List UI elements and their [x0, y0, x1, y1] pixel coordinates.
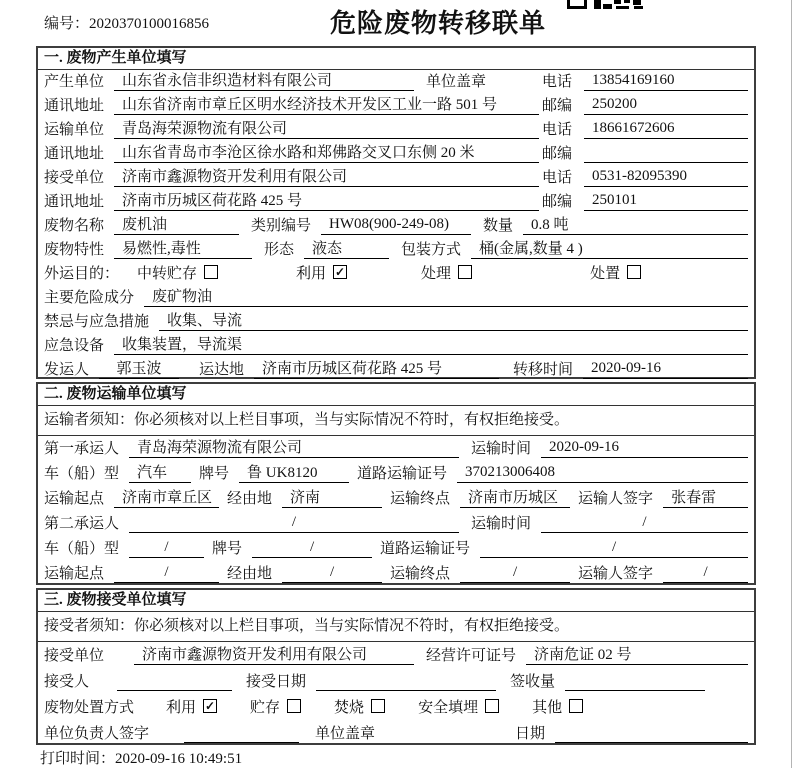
transport-purpose-label: 外运目的： — [44, 266, 120, 282]
unit-seal-label: 单位盖章 — [426, 74, 487, 90]
transporter-address-row — [38, 142, 754, 166]
receiving-unit-row — [38, 642, 754, 668]
print-time-label: 打印时间： — [40, 751, 116, 767]
section-transporter — [36, 382, 756, 585]
vehicle1-row — [38, 461, 754, 486]
producer-value: 山东省永信非织造材料有限公司 — [114, 69, 414, 91]
route2-row — [38, 561, 754, 586]
purpose-option-label: 中转贮存 — [137, 266, 198, 282]
address-label: 通讯地址 — [44, 194, 105, 210]
transporter-address-value: 山东省青岛市李沧区徐水路和郑佛路交叉口东侧 20 米 — [114, 141, 539, 163]
transport-purpose-row — [38, 262, 754, 286]
checkbox-icon — [569, 699, 583, 713]
transporter-label: 运输单位 — [44, 122, 105, 138]
purpose-option-dispose — [590, 262, 641, 283]
accept-date-label: 接受日期 — [246, 674, 307, 690]
producer-label: 产生单位 — [44, 74, 105, 90]
road-permit-label: 道路运输证号 — [380, 541, 471, 557]
responsible-signature-label: 单位负责人签字 — [44, 726, 150, 742]
carrier-signature-label: 运输人签字 — [578, 566, 654, 582]
plate-value: 鲁 UK8120 — [239, 461, 349, 483]
receiver-phone-value: 0531-82095390 — [584, 168, 748, 187]
disposal-option-other — [532, 696, 583, 717]
disposal-option-label: 贮存 — [250, 700, 281, 716]
vehicle-type-value: / — [129, 539, 204, 558]
first-carrier-label: 第一承运人 — [44, 441, 120, 457]
second-carrier-label: 第二承运人 — [44, 516, 120, 532]
carrier-signature-value: 张春雷 — [663, 486, 748, 508]
checkbox-icon — [371, 699, 385, 713]
purpose-option-transfer-storage — [137, 262, 218, 283]
road-permit-label: 道路运输证号 — [357, 466, 448, 482]
route-via-label: 经由地 — [227, 566, 273, 582]
acceptor-label: 接受人 — [44, 674, 90, 690]
dispatch-row — [38, 358, 754, 382]
license-label: 经营许可证号 — [426, 648, 517, 664]
waste-code-value: HW08(900-249-08) — [321, 216, 471, 235]
checkbox-icon — [627, 265, 641, 279]
waste-name-row — [38, 214, 754, 238]
hazard-components-label: 主要危险成分 — [44, 290, 135, 306]
purpose-option-label: 处理 — [421, 266, 452, 282]
route-start-value: 济南市章丘区 — [114, 486, 219, 508]
transport-time-value: 2020-09-16 — [541, 439, 748, 458]
acceptor-value — [117, 672, 232, 691]
hazard-components-value: 废矿物油 — [144, 285, 748, 307]
disposal-option-label: 其他 — [532, 700, 563, 716]
checkbox-icon — [485, 699, 499, 713]
producer-address-value: 山东省济南市章丘区明水经济技术开发区工业一路 501 号 — [114, 93, 539, 115]
transporter-zip-value — [584, 144, 748, 163]
zip-label: 邮编 — [542, 194, 573, 210]
transporter-notice: 运输者须知：你必须核对以上栏目事项，当与实际情况不符时，有权拒绝接受。 — [38, 406, 754, 436]
purpose-option-reuse — [296, 262, 347, 283]
receiver-notice: 接受者须知：你必须核对以上栏目事项，当与实际情况不符时，有权拒绝接受。 — [38, 612, 754, 642]
receiver-address-value: 济南市历城区荷花路 425 号 — [114, 189, 539, 211]
taboo-measures-row — [38, 310, 754, 334]
producer-address-row — [38, 94, 754, 118]
taboo-measures-value: 收集、导流 — [159, 309, 748, 331]
route1-row — [38, 486, 754, 511]
route-end-label: 运输终点 — [390, 491, 451, 507]
producer-phone-value: 13854169160 — [584, 72, 748, 91]
packing-value: 桶(金属,数量 4 ) — [471, 237, 748, 259]
destination-value: 济南市历城区荷花路 425 号 — [254, 357, 499, 379]
disposal-method-label: 废物处置方式 — [44, 700, 135, 716]
receiver-address-row — [38, 190, 754, 214]
zip-label: 邮编 — [542, 146, 573, 162]
page-edge-line — [791, 0, 792, 768]
route-start-label: 运输起点 — [44, 566, 105, 582]
serial-number-value: 2020370100016856 — [89, 16, 210, 32]
section-receiver-title: 三. 废物接受单位填写 — [38, 590, 754, 612]
section-transporter-title: 二. 废物运输单位填写 — [38, 384, 754, 406]
route-via-value: / — [282, 564, 382, 583]
disposal-option-landfill — [418, 696, 499, 717]
serial-number-line — [44, 12, 209, 33]
vehicle2-row — [38, 536, 754, 561]
section-receiver — [36, 588, 756, 745]
destination-label: 运达地 — [199, 362, 245, 378]
producer-row — [38, 70, 754, 94]
taboo-measures-label: 禁忌与应急措施 — [44, 314, 150, 330]
address-label: 通讯地址 — [44, 146, 105, 162]
vehicle-type-label: 车（船）型 — [44, 541, 120, 557]
transport-time-label: 运输时间 — [471, 441, 532, 457]
checkbox-checked-icon: ✓ — [335, 264, 346, 279]
waste-props-label: 废物特性 — [44, 242, 105, 258]
dispatcher-value: 郭玉波 — [99, 357, 179, 379]
carrier-signature-value: / — [663, 564, 748, 583]
second-transport-time-value: / — [541, 514, 748, 533]
license-value: 济南危证 02 号 — [526, 643, 748, 665]
route-start-value: / — [114, 564, 219, 583]
qr-code-fragment-icon — [567, 0, 645, 9]
unit-seal-label: 单位盖章 — [315, 726, 376, 742]
waste-name-label: 废物名称 — [44, 218, 105, 234]
checkbox-icon — [204, 265, 218, 279]
route-end-label: 运输终点 — [390, 566, 451, 582]
transporter-row — [38, 118, 754, 142]
route-start-label: 运输起点 — [44, 491, 105, 507]
first-carrier-value: 青岛海荣源物流有限公司 — [129, 436, 459, 458]
road-permit-value: 370213006408 — [457, 464, 748, 483]
checkbox-icon — [458, 265, 472, 279]
vehicle-type-label: 车（船）型 — [44, 466, 120, 482]
road-permit-value: / — [480, 539, 748, 558]
receiver-value: 济南市鑫源物资开发利用有限公司 — [114, 165, 539, 187]
purpose-option-label: 处置 — [590, 266, 621, 282]
received-qty-label: 签收量 — [510, 674, 556, 690]
waste-qty-value: 0.8 吨 — [523, 213, 748, 235]
disposal-option-label: 安全填埋 — [418, 700, 479, 716]
accept-date-value — [316, 672, 496, 691]
address-label: 通讯地址 — [44, 98, 105, 114]
receiving-unit-label: 接受单位 — [44, 648, 105, 664]
receiver-row — [38, 166, 754, 190]
second-carrier-row — [38, 511, 754, 536]
carrier-signature-label: 运输人签字 — [578, 491, 654, 507]
plate-label: 牌号 — [212, 541, 243, 557]
disposal-option-label: 焚烧 — [334, 700, 365, 716]
vehicle-type-value: 汽车 — [129, 461, 191, 483]
emergency-equipment-row — [38, 334, 754, 358]
received-qty-value — [565, 672, 705, 691]
hazard-components-row — [38, 286, 754, 310]
section-producer-title: 一. 废物产生单位填写 — [38, 48, 754, 70]
print-time-value: 2020-09-16 10:49:51 — [115, 751, 243, 767]
responsible-signature-value — [184, 724, 299, 743]
disposal-option-reuse — [166, 696, 217, 717]
transfer-time-value: 2020-09-16 — [583, 360, 748, 379]
route-via-value: 济南 — [282, 486, 382, 508]
receiver-zip-value: 250101 — [584, 192, 748, 211]
date-label: 日期 — [515, 726, 546, 742]
serial-number-label: 编号： — [44, 16, 90, 32]
disposal-option-incinerate — [334, 696, 385, 717]
disposal-option-label: 利用 — [166, 700, 197, 716]
waste-props-value: 易燃性,毒性 — [114, 237, 252, 259]
plate-value: / — [252, 539, 372, 558]
print-time-line — [40, 747, 242, 768]
dispatcher-label: 发运人 — [44, 362, 90, 378]
page-title: 危险废物转移联单 — [329, 9, 547, 38]
disposal-method-row — [38, 694, 754, 720]
purpose-option-label: 利用 — [296, 266, 327, 282]
acceptor-row — [38, 668, 754, 694]
waste-form-value: 液态 — [304, 237, 389, 259]
transporter-phone-value: 18661672606 — [584, 120, 748, 139]
phone-label: 电话 — [542, 170, 573, 186]
phone-label: 电话 — [542, 122, 573, 138]
checkbox-icon — [287, 699, 301, 713]
first-carrier-row — [38, 436, 754, 461]
packing-label: 包装方式 — [401, 242, 462, 258]
phone-label: 电话 — [542, 74, 573, 90]
receiver-label: 接受单位 — [44, 170, 105, 186]
disposal-option-storage — [250, 696, 301, 717]
waste-code-label: 类别编号 — [251, 218, 312, 234]
transporter-value: 青岛海荣源物流有限公司 — [114, 117, 539, 139]
emergency-equipment-label: 应急设备 — [44, 338, 105, 354]
transport-time-label: 运输时间 — [471, 516, 532, 532]
second-carrier-value: / — [129, 514, 459, 533]
waste-name-value: 废机油 — [114, 213, 239, 235]
purpose-option-treat — [421, 262, 472, 283]
date-value — [555, 724, 748, 743]
emergency-equipment-value: 收集装置，导流渠 — [114, 333, 748, 355]
receiving-unit-value: 济南市鑫源物资开发利用有限公司 — [134, 643, 414, 665]
route-end-value: 济南市历城区 — [460, 486, 570, 508]
zip-label: 邮编 — [542, 98, 573, 114]
section-producer — [36, 46, 756, 379]
route-end-value: / — [460, 564, 570, 583]
transfer-time-label: 转移时间 — [513, 362, 574, 378]
route-via-label: 经由地 — [227, 491, 273, 507]
waste-qty-label: 数量 — [483, 218, 514, 234]
responsible-signature-row — [38, 720, 754, 746]
waste-props-row — [38, 238, 754, 262]
producer-zip-value: 250200 — [584, 96, 748, 115]
checkbox-checked-icon: ✓ — [205, 698, 216, 713]
waste-form-label: 形态 — [264, 242, 295, 258]
plate-label: 牌号 — [199, 466, 230, 482]
